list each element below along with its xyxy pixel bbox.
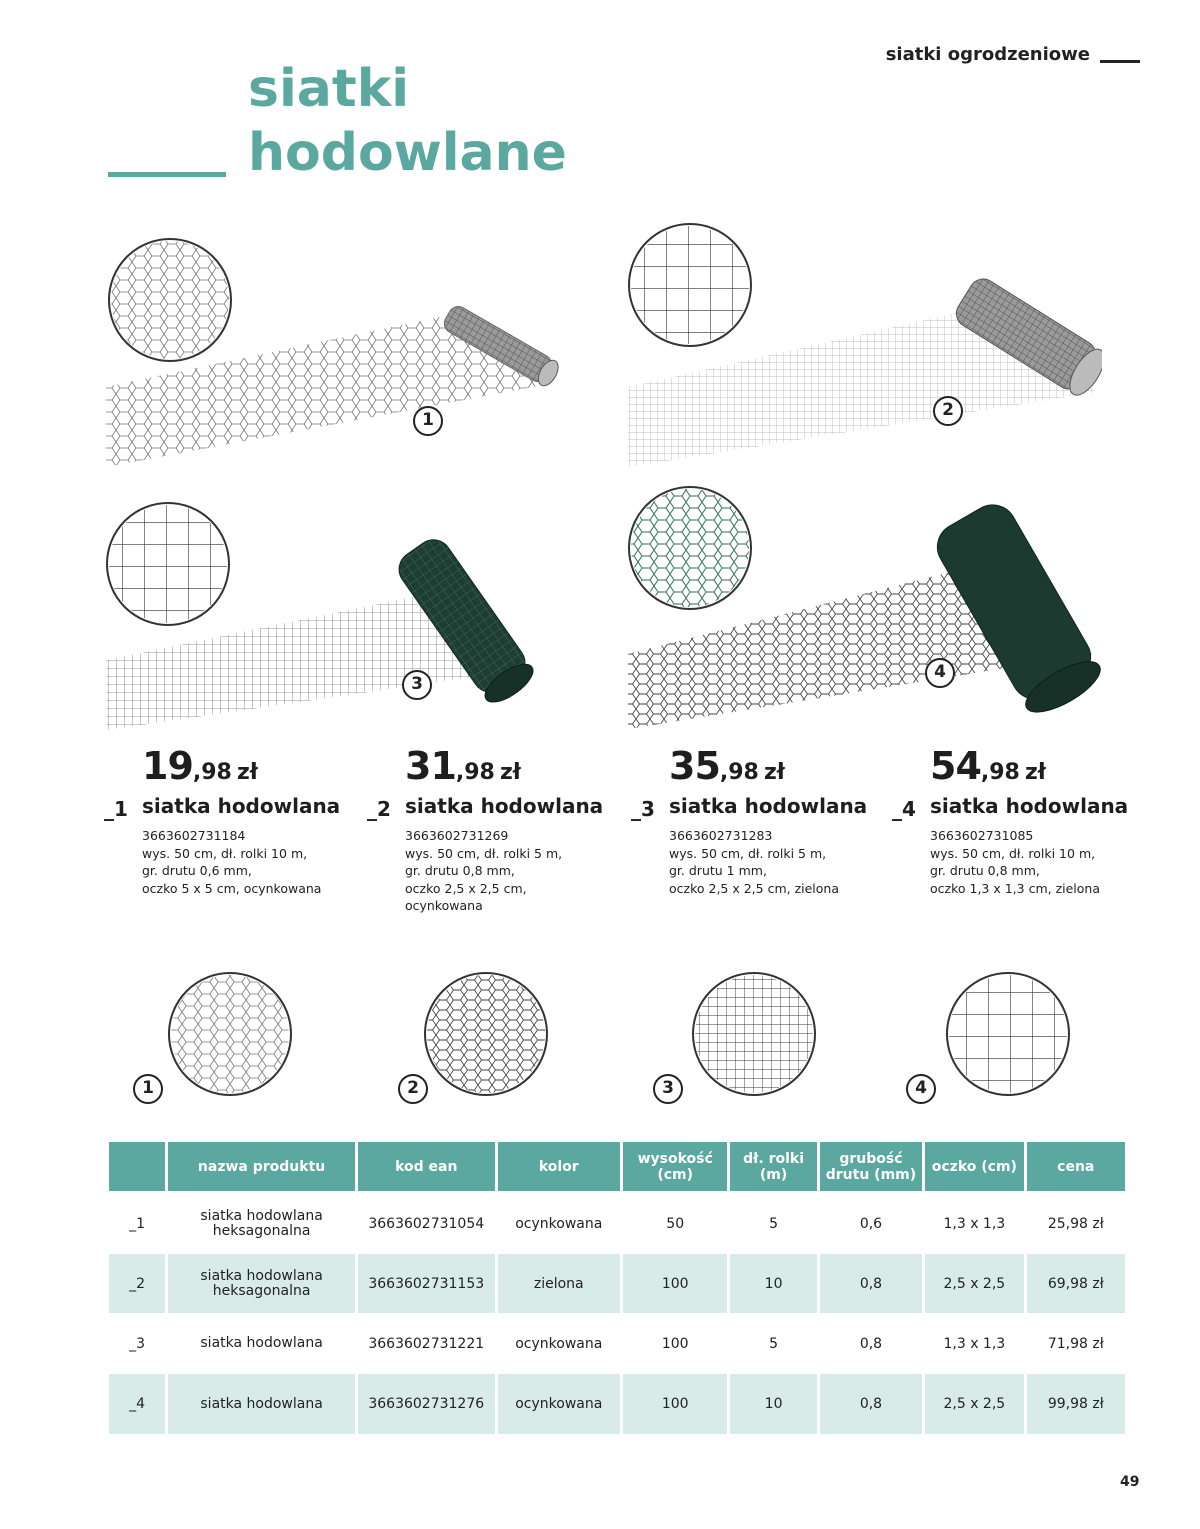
price-currency: zł bbox=[499, 760, 521, 785]
cell-name: siatka hodowlana heksagonalna bbox=[168, 1194, 355, 1254]
product-image-2 bbox=[622, 222, 1102, 467]
cell-wire-thickness: 0,8 bbox=[820, 1374, 922, 1434]
col-header-name: nazwa produktu bbox=[168, 1142, 355, 1194]
cell-wire-thickness: 0,8 bbox=[820, 1254, 922, 1314]
product-ean: 3663602731085 bbox=[930, 828, 1034, 843]
desc-line: oczko 2,5 x 2,5 cm, zielona bbox=[669, 880, 839, 896]
product-badge-4: 4 bbox=[925, 658, 955, 688]
col-header-index bbox=[109, 1142, 165, 1194]
table-row bbox=[109, 1374, 1125, 1434]
product-name: siatka hodowlana bbox=[142, 794, 341, 818]
cell-index: _3 bbox=[109, 1314, 165, 1374]
product-ean: 3663602731184 bbox=[142, 828, 246, 843]
detail-badge-4: 4 bbox=[906, 1074, 936, 1104]
product-description bbox=[669, 827, 891, 897]
product-index: _4 bbox=[892, 797, 916, 821]
price-integer: 35 bbox=[669, 744, 720, 788]
product-price bbox=[669, 744, 891, 788]
cell-price: 99,98 zł bbox=[1027, 1374, 1125, 1434]
product-name: siatka hodowlana bbox=[405, 794, 604, 818]
product-index: _2 bbox=[367, 797, 391, 821]
detail-image-3 bbox=[690, 970, 818, 1102]
table-header-row bbox=[109, 1142, 1125, 1194]
detail-badge-3: 3 bbox=[653, 1074, 683, 1104]
section-label: siatki ogrodzeniowe bbox=[885, 44, 1090, 65]
price-currency: zł bbox=[763, 760, 785, 785]
product-name: siatka hodowlana bbox=[669, 794, 868, 818]
product-image-4 bbox=[622, 484, 1102, 729]
cell-index: _4 bbox=[109, 1374, 165, 1434]
cell-color: ocynkowana bbox=[498, 1374, 620, 1434]
detail-image-1 bbox=[166, 970, 294, 1102]
detail-badge-2: 2 bbox=[398, 1074, 428, 1104]
cell-roll-length: 5 bbox=[730, 1314, 816, 1374]
col-header-price: cena bbox=[1027, 1142, 1125, 1194]
product-description bbox=[405, 827, 627, 915]
table-row bbox=[109, 1194, 1125, 1254]
page-number: 49 bbox=[1120, 1474, 1140, 1490]
cell-roll-length: 10 bbox=[730, 1254, 816, 1314]
desc-line: wys. 50 cm, dł. rolki 5 m, bbox=[405, 845, 563, 861]
product-badge-3: 3 bbox=[402, 670, 432, 700]
desc-line: gr. drutu 0,8 mm, bbox=[930, 863, 1040, 878]
desc-line: oczko 5 x 5 cm, ocynkowana bbox=[142, 880, 322, 896]
cell-ean: 3663602731054 bbox=[358, 1194, 495, 1254]
price-currency: zł bbox=[1024, 760, 1046, 785]
col-header-ean: kod ean bbox=[358, 1142, 495, 1194]
price-decimal: ,98 bbox=[192, 760, 232, 785]
price-currency: zł bbox=[236, 760, 258, 785]
desc-line: wys. 50 cm, dł. rolki 10 m, bbox=[930, 845, 1096, 861]
cell-ean: 3663602731276 bbox=[358, 1374, 495, 1434]
cell-price: 25,98 zł bbox=[1027, 1194, 1125, 1254]
cell-height: 100 bbox=[623, 1374, 727, 1434]
table-row bbox=[109, 1254, 1125, 1314]
cell-height: 100 bbox=[623, 1314, 727, 1374]
product-index: _1 bbox=[104, 797, 128, 821]
page-title-line2: hodowlane bbox=[248, 123, 567, 183]
cell-mesh: 1,3 x 1,3 bbox=[925, 1314, 1023, 1374]
product-index: _3 bbox=[631, 797, 655, 821]
cell-index: _2 bbox=[109, 1254, 165, 1314]
price-decimal: ,98 bbox=[719, 760, 759, 785]
product-info-3 bbox=[631, 744, 891, 897]
detail-badge-1: 1 bbox=[133, 1074, 163, 1104]
desc-line: gr. drutu 0,6 mm, bbox=[142, 863, 252, 878]
price-decimal: ,98 bbox=[980, 760, 1020, 785]
desc-line: ocynkowana bbox=[405, 898, 483, 913]
product-description bbox=[142, 827, 364, 897]
detail-image-2 bbox=[422, 970, 550, 1102]
col-header-mesh: oczko (cm) bbox=[925, 1142, 1023, 1194]
cell-height: 50 bbox=[623, 1194, 727, 1254]
product-ean: 3663602731283 bbox=[669, 828, 773, 843]
product-info-1 bbox=[104, 744, 364, 897]
product-info-4 bbox=[892, 744, 1152, 897]
product-ean: 3663602731269 bbox=[405, 828, 509, 843]
cell-color: ocynkowana bbox=[498, 1314, 620, 1374]
price-integer: 31 bbox=[405, 744, 456, 788]
product-image-3 bbox=[100, 500, 550, 732]
desc-line: gr. drutu 0,8 mm, bbox=[405, 863, 515, 878]
section-line bbox=[1100, 60, 1140, 63]
cell-color: zielona bbox=[498, 1254, 620, 1314]
product-badge-2: 2 bbox=[933, 396, 963, 426]
product-badge-1: 1 bbox=[413, 406, 443, 436]
desc-line: oczko 2,5 x 2,5 cm, bbox=[405, 880, 527, 896]
product-info-2 bbox=[367, 744, 627, 915]
col-header-color: kolor bbox=[498, 1142, 620, 1194]
cell-mesh: 1,3 x 1,3 bbox=[925, 1194, 1023, 1254]
page-title-line1: siatki bbox=[248, 59, 410, 119]
desc-line: wys. 50 cm, dł. rolki 5 m, bbox=[669, 845, 827, 861]
price-integer: 54 bbox=[930, 744, 981, 788]
cell-name: siatka hodowlana bbox=[168, 1374, 355, 1434]
price-decimal: ,98 bbox=[455, 760, 495, 785]
cell-height: 100 bbox=[623, 1254, 727, 1314]
product-name: siatka hodowlana bbox=[930, 794, 1129, 818]
product-price bbox=[405, 744, 627, 788]
product-price bbox=[930, 744, 1152, 788]
col-header-wire-thickness: grubość drutu (mm) bbox=[820, 1142, 922, 1194]
desc-line: oczko 1,3 x 1,3 cm, zielona bbox=[930, 880, 1100, 896]
cell-mesh: 2,5 x 2,5 bbox=[925, 1374, 1023, 1434]
col-header-roll-length: dł. rolki (m) bbox=[730, 1142, 816, 1194]
cell-color: ocynkowana bbox=[498, 1194, 620, 1254]
desc-line: wys. 50 cm, dł. rolki 10 m, bbox=[142, 845, 308, 861]
cell-ean: 3663602731221 bbox=[358, 1314, 495, 1374]
cell-price: 69,98 zł bbox=[1027, 1254, 1125, 1314]
cell-wire-thickness: 0,8 bbox=[820, 1314, 922, 1374]
product-image-1 bbox=[100, 232, 570, 472]
product-description bbox=[930, 827, 1152, 897]
cell-price: 71,98 zł bbox=[1027, 1314, 1125, 1374]
spec-table bbox=[106, 1142, 1128, 1434]
product-price bbox=[142, 744, 364, 788]
cell-name: siatka hodowlana bbox=[168, 1314, 355, 1374]
cell-roll-length: 5 bbox=[730, 1194, 816, 1254]
price-integer: 19 bbox=[142, 744, 193, 788]
table-row bbox=[109, 1314, 1125, 1374]
cell-ean: 3663602731153 bbox=[358, 1254, 495, 1314]
cell-index: _1 bbox=[109, 1194, 165, 1254]
col-header-height: wysokość (cm) bbox=[623, 1142, 727, 1194]
cell-wire-thickness: 0,6 bbox=[820, 1194, 922, 1254]
cell-roll-length: 10 bbox=[730, 1374, 816, 1434]
desc-line: gr. drutu 1 mm, bbox=[669, 863, 767, 878]
cell-name: siatka hodowlana heksagonalna bbox=[168, 1254, 355, 1314]
detail-image-4 bbox=[944, 970, 1072, 1102]
cell-mesh: 2,5 x 2,5 bbox=[925, 1254, 1023, 1314]
title-accent-line bbox=[108, 172, 226, 177]
